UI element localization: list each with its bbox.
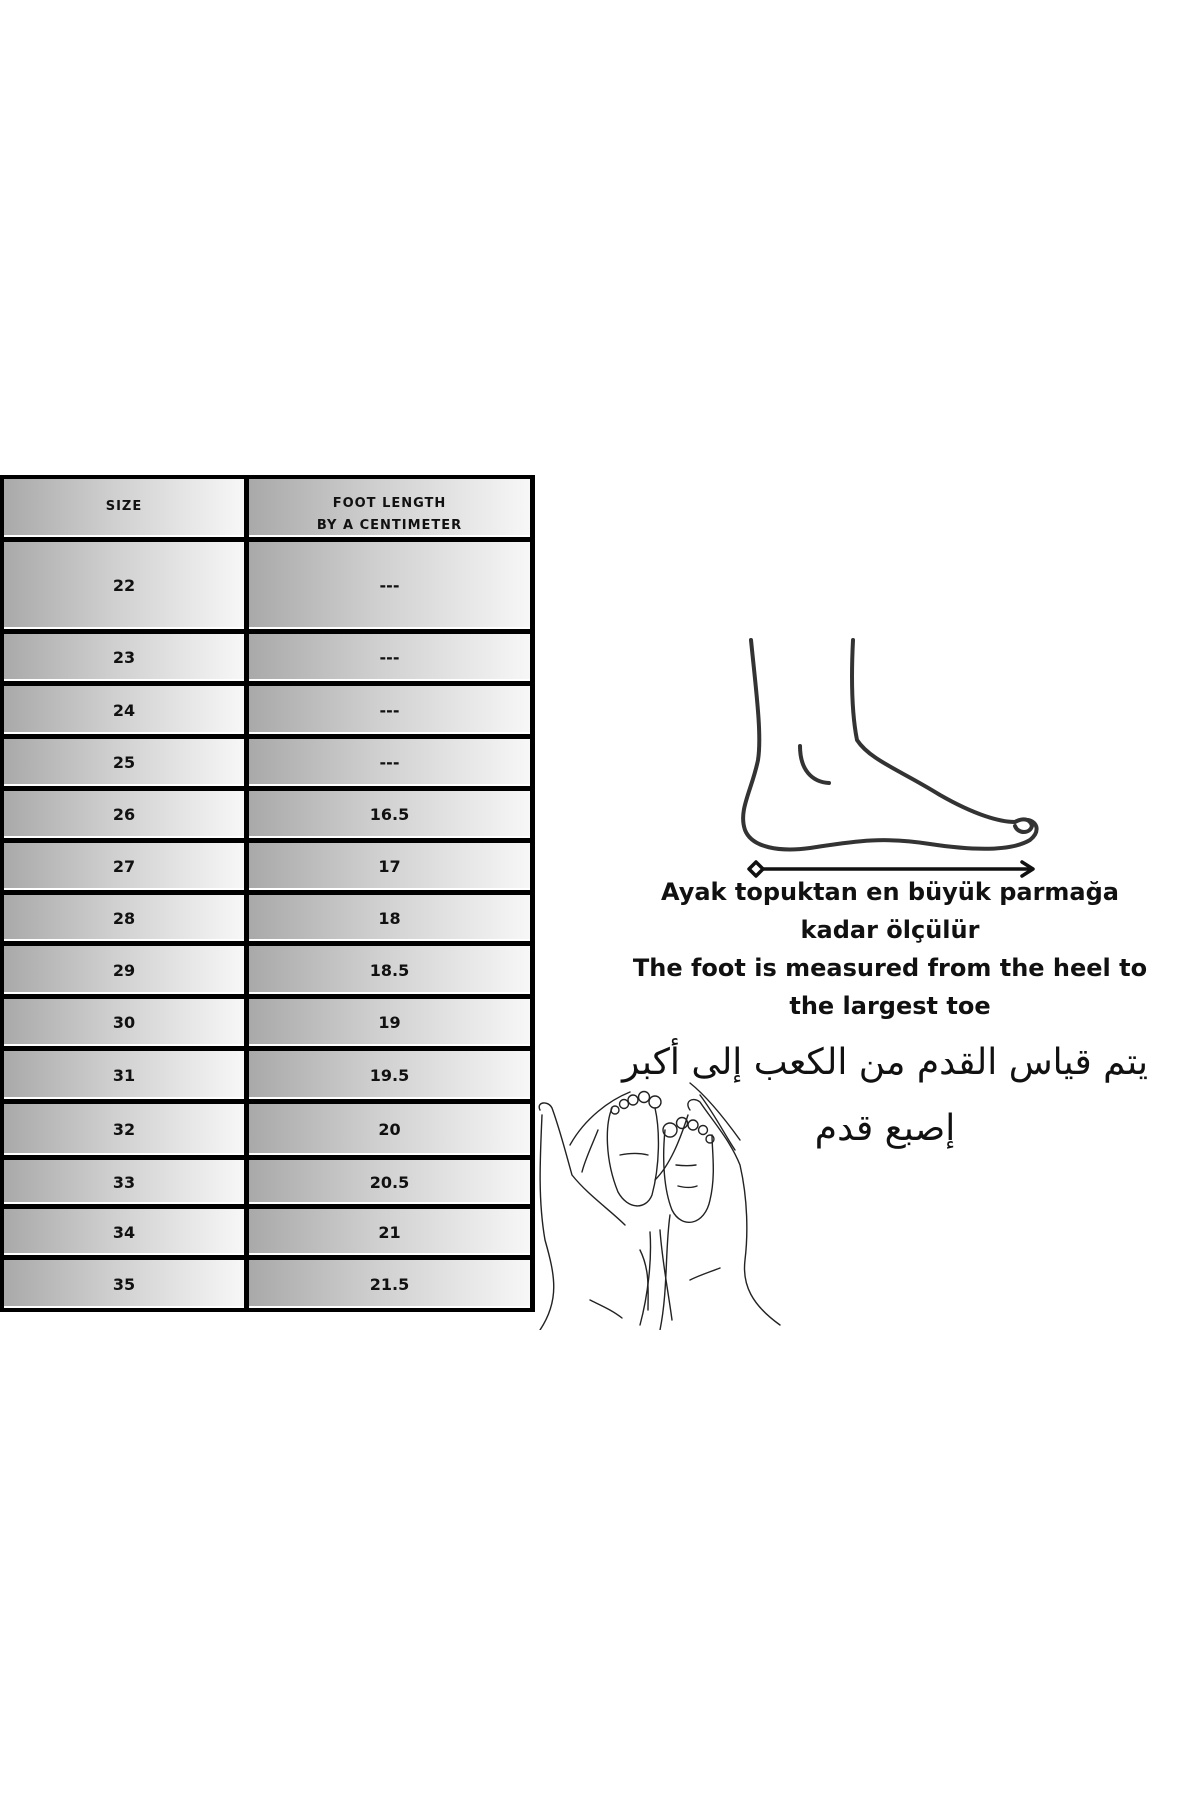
- foot-length-cell: 20: [249, 1104, 530, 1155]
- foot-length-cell: 19: [249, 999, 530, 1046]
- table-row: [4, 686, 531, 734]
- instruction-turkish-line1: Ayak topuktan en büyük parmağa: [661, 878, 1119, 906]
- foot-length-cell: ---: [249, 634, 530, 681]
- instruction-english-line1: The foot is measured from the heel to: [632, 954, 1148, 982]
- size-cell: 23: [4, 634, 244, 681]
- size-cell: 24: [4, 686, 244, 734]
- foot-length-cell: 16.5: [249, 791, 530, 838]
- table-row: [4, 1160, 531, 1204]
- size-chart-table: [0, 475, 535, 1312]
- foot-length-cell: ---: [249, 542, 530, 629]
- table-header-row: [4, 479, 531, 537]
- foot-length-cell: 17: [249, 843, 530, 890]
- table-row: [4, 843, 531, 890]
- size-cell: 35: [4, 1260, 244, 1308]
- table-row: [4, 946, 531, 994]
- size-cell: 26: [4, 791, 244, 838]
- foot-length-cell: ---: [249, 686, 530, 734]
- hands-baby-feet-icon: [535, 1070, 795, 1330]
- table-row: [4, 1104, 531, 1155]
- foot-length-cell: 21: [249, 1209, 530, 1255]
- size-cell: 31: [4, 1051, 244, 1099]
- size-cell: 29: [4, 946, 244, 994]
- table-row: [4, 999, 531, 1046]
- header-size-label: SIZE: [105, 499, 143, 514]
- size-cell: 30: [4, 999, 244, 1046]
- size-cell: 25: [4, 739, 244, 786]
- foot-length-cell: 20.5: [249, 1160, 530, 1204]
- table-row: [4, 1051, 531, 1099]
- size-cell: 28: [4, 895, 244, 941]
- table-row: [4, 739, 531, 786]
- foot-measure-icon: [720, 630, 1060, 880]
- foot-length-cell: 19.5: [249, 1051, 530, 1099]
- instruction-english-line2: the largest toe: [789, 992, 991, 1020]
- table-row: [4, 634, 531, 681]
- table-row: [4, 1209, 531, 1255]
- size-cell: 22: [4, 542, 244, 629]
- table-row: [4, 542, 531, 629]
- instruction-turkish-line2: kadar ölçülür: [800, 916, 980, 944]
- measurement-instructions: [600, 873, 1180, 1025]
- table-row: [4, 1260, 531, 1308]
- header-foot-length-line1: FOOT LENGTH: [332, 496, 447, 511]
- foot-length-cell: 18: [249, 895, 530, 941]
- foot-length-cell: ---: [249, 739, 530, 786]
- foot-length-cell: 18.5: [249, 946, 530, 994]
- table-row: [4, 791, 531, 838]
- size-cell: 32: [4, 1104, 244, 1155]
- header-foot-length-line2: BY A CENTIMETER: [316, 518, 463, 533]
- size-cell: 33: [4, 1160, 244, 1204]
- foot-length-cell: 21.5: [249, 1260, 530, 1308]
- instruction-arabic-line1: يتم قياس القدم من الكعب إلى أكبر: [622, 1042, 1148, 1083]
- size-cell: 27: [4, 843, 244, 890]
- size-cell: 34: [4, 1209, 244, 1255]
- header-size: [4, 479, 244, 537]
- table-row: [4, 895, 531, 941]
- header-foot-length: [249, 479, 530, 537]
- instruction-arabic-line2: إصبع قدم: [814, 1108, 956, 1149]
